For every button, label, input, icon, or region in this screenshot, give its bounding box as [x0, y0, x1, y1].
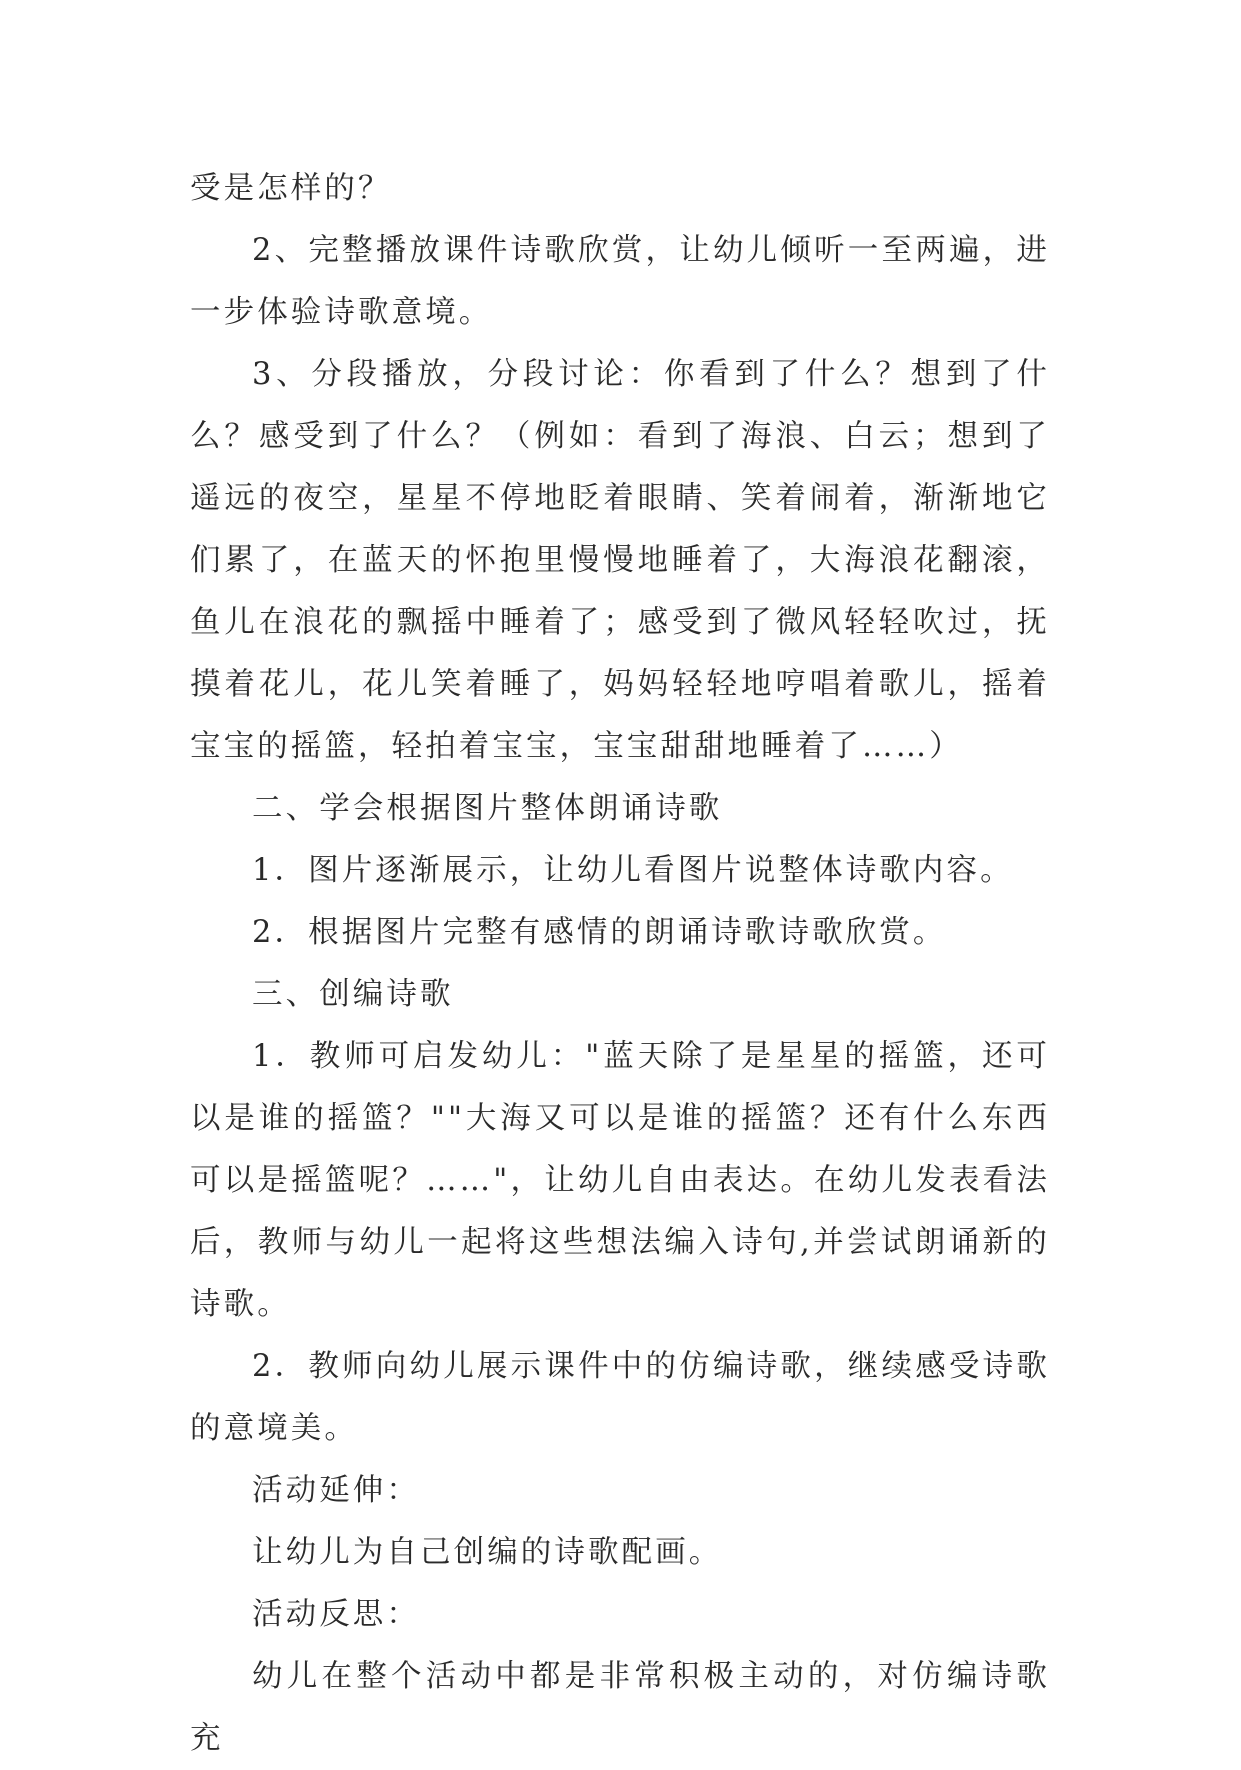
paragraph-step-3: 3、分段播放，分段讨论：你看到了什么？想到了什么？感受到了什么？（例如：看到了海浪、白云；想到了遥远的夜空，星星不停地眨着眼睛、笑着闹着，渐渐地它们累了，在蓝天的怀抱里慢慢地睡着了，大海浪花翻滚，鱼儿在浪花的飘摇中睡着了；感受到了微风轻轻吹过，抚摸着花儿，花儿笑着睡了，妈妈轻轻地哼唱着歌儿，摇着宝宝的摇篮，轻拍着宝宝，宝宝甜甜地睡着了……） — [190, 357, 1050, 764]
paragraph-section3-item2: 2．教师向幼儿展示课件中的仿编诗歌，继续感受诗歌的意境美。 — [190, 1349, 1050, 1446]
paragraph-activity-extension: 让幼儿为自己创编的诗歌配画。 — [252, 1535, 723, 1570]
section-heading-3: 三、创编诗歌 — [252, 977, 454, 1012]
paragraph-section2-item2: 2．根据图片完整有感情的朗诵诗歌诗歌欣赏。 — [252, 915, 947, 950]
paragraph-step-2: 2、完整播放课件诗歌欣赏，让幼儿倾听一至两遍，进一步体验诗歌意境。 — [190, 233, 1050, 330]
paragraph-section3-item1: 1．教师可启发幼儿："蓝天除了是星星的摇篮，还可以是谁的摇篮？""大海又可以是谁的摇篮？还有什么东西可以是摇篮呢？……"，让幼儿自由表达。在幼儿发表看法后，教师与幼儿一起将这些想法编入诗句,并尝试朗诵新的诗歌。 — [190, 1039, 1050, 1322]
paragraph-continuation: 受是怎样的？ — [190, 171, 392, 206]
section-heading-2: 二、学会根据图片整体朗诵诗歌 — [252, 791, 723, 826]
heading-activity-reflection: 活动反思： — [252, 1597, 420, 1632]
paragraph-section2-item1: 1．图片逐渐展示，让幼儿看图片说整体诗歌内容。 — [252, 853, 1014, 888]
heading-activity-extension: 活动延伸： — [252, 1473, 420, 1508]
document-body — [190, 158, 1050, 1770]
paragraph-activity-reflection: 幼儿在整个活动中都是非常积极主动的，对仿编诗歌充 — [190, 1659, 1050, 1756]
